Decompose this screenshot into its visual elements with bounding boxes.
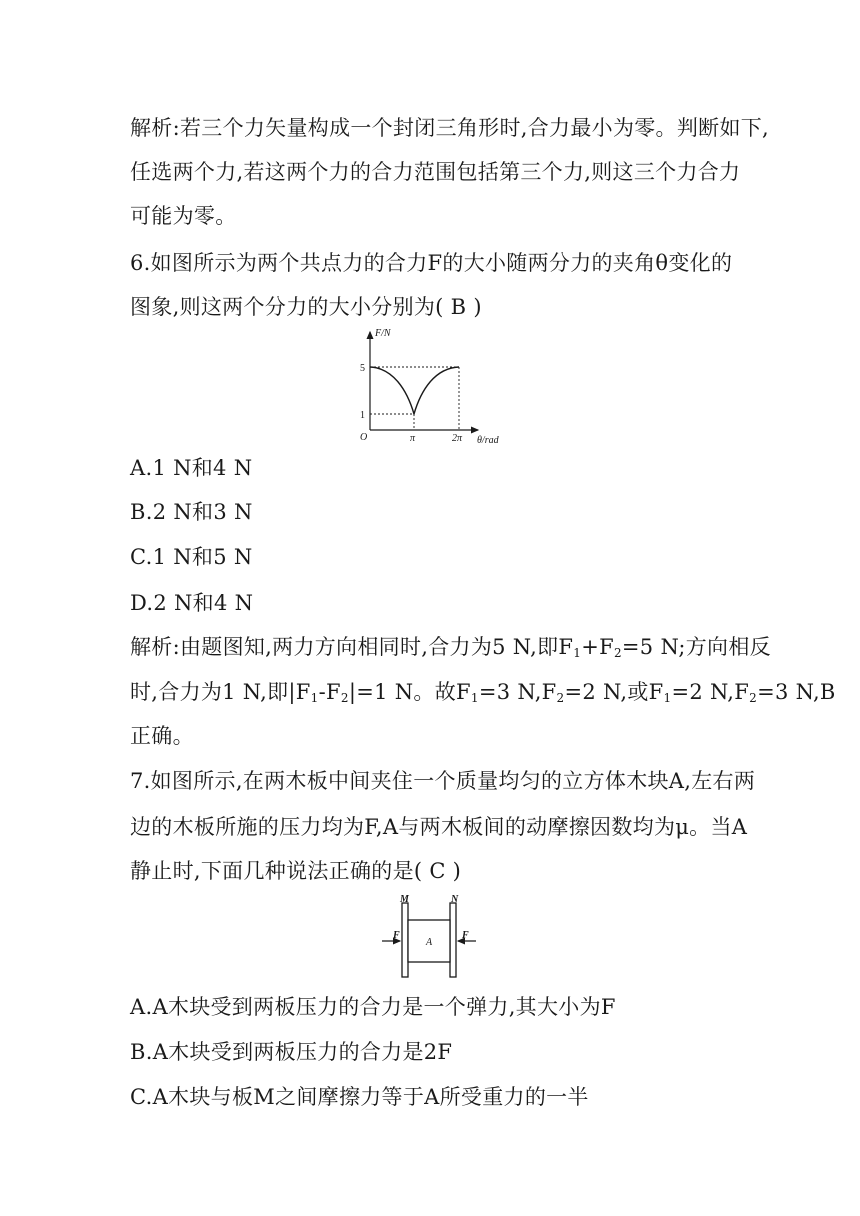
q6-analysis-line3: 正确。 <box>130 724 194 748</box>
y-tick-5: 5 <box>360 363 365 374</box>
q7-option-c: C.A木块与板M之间摩擦力等于A所受重力的一半 <box>130 1085 589 1109</box>
x-tick-2pi: 2π <box>452 433 463 444</box>
analysis5-line1: 解析:若三个力矢量构成一个封闭三角形时,合力最小为零。判断如下, <box>130 116 770 140</box>
block-label: A <box>426 937 433 948</box>
q6-analysis-line1: 解析:由题图知,两力方向相同时,合力为5 N,即$F_1+F_2=5$ N;方向相反 <box>130 635 771 660</box>
q6-stem-line1: 6.如图所示为两个共点力的合力F的大小随两分力的夹角θ变化的 <box>130 251 733 275</box>
force-left-label: F <box>393 930 400 941</box>
q7-stem-line3: 静止时,下面几种说法正确的是( C ) <box>130 859 462 883</box>
block-boards-figure <box>365 893 485 979</box>
q6-stem-line2: 图象,则这两个分力的大小分别为( B ) <box>130 295 482 319</box>
force-curve <box>370 367 459 414</box>
q7-option-b: B.A木块受到两板压力的合力是2F <box>130 1040 453 1064</box>
x-axis-label: θ/rad <box>477 435 499 446</box>
q7-stem-line1: 7.如图所示,在两木板中间夹住一个质量均匀的立方体木块A,左右两 <box>130 769 756 793</box>
y-axis-label: F/N <box>375 328 391 339</box>
x-tick-pi: π <box>410 433 416 444</box>
board-m-label: M <box>400 894 409 905</box>
q6-option-b: B.2 N和3 N <box>130 500 253 524</box>
q6-option-d: D.2 N和4 N <box>130 591 254 615</box>
q6-analysis-line2: 时,合力为1 N,即$|F_1-F_2|=1$ N。故$F_1=3$ $N,F_2=2$ N,或$F_1=2$ $N,F_2=3$ N,B <box>130 680 836 705</box>
board-n-label: N <box>451 894 459 905</box>
analysis5-line2: 任选两个力,若这两个力的合力范围包括第三个力,则这三个力合力 <box>130 160 741 184</box>
y-tick-1: 1 <box>360 410 365 421</box>
force-angle-graph <box>355 324 505 446</box>
q7-stem-line2: 边的木板所施的压力均为F,A与两木板间的动摩擦因数均为μ。当A <box>130 815 748 839</box>
q6-option-a: A.1 N和4 N <box>130 456 253 480</box>
force-right-label: F <box>462 930 469 941</box>
q7-option-a: A.A木块受到两板压力的合力是一个弹力,其大小为F <box>130 995 616 1019</box>
origin-label: O <box>360 432 368 443</box>
board-m <box>402 903 408 977</box>
board-n <box>450 903 456 977</box>
q6-option-c: C.1 N和5 N <box>130 545 253 569</box>
analysis5-line3: 可能为零。 <box>130 204 237 228</box>
